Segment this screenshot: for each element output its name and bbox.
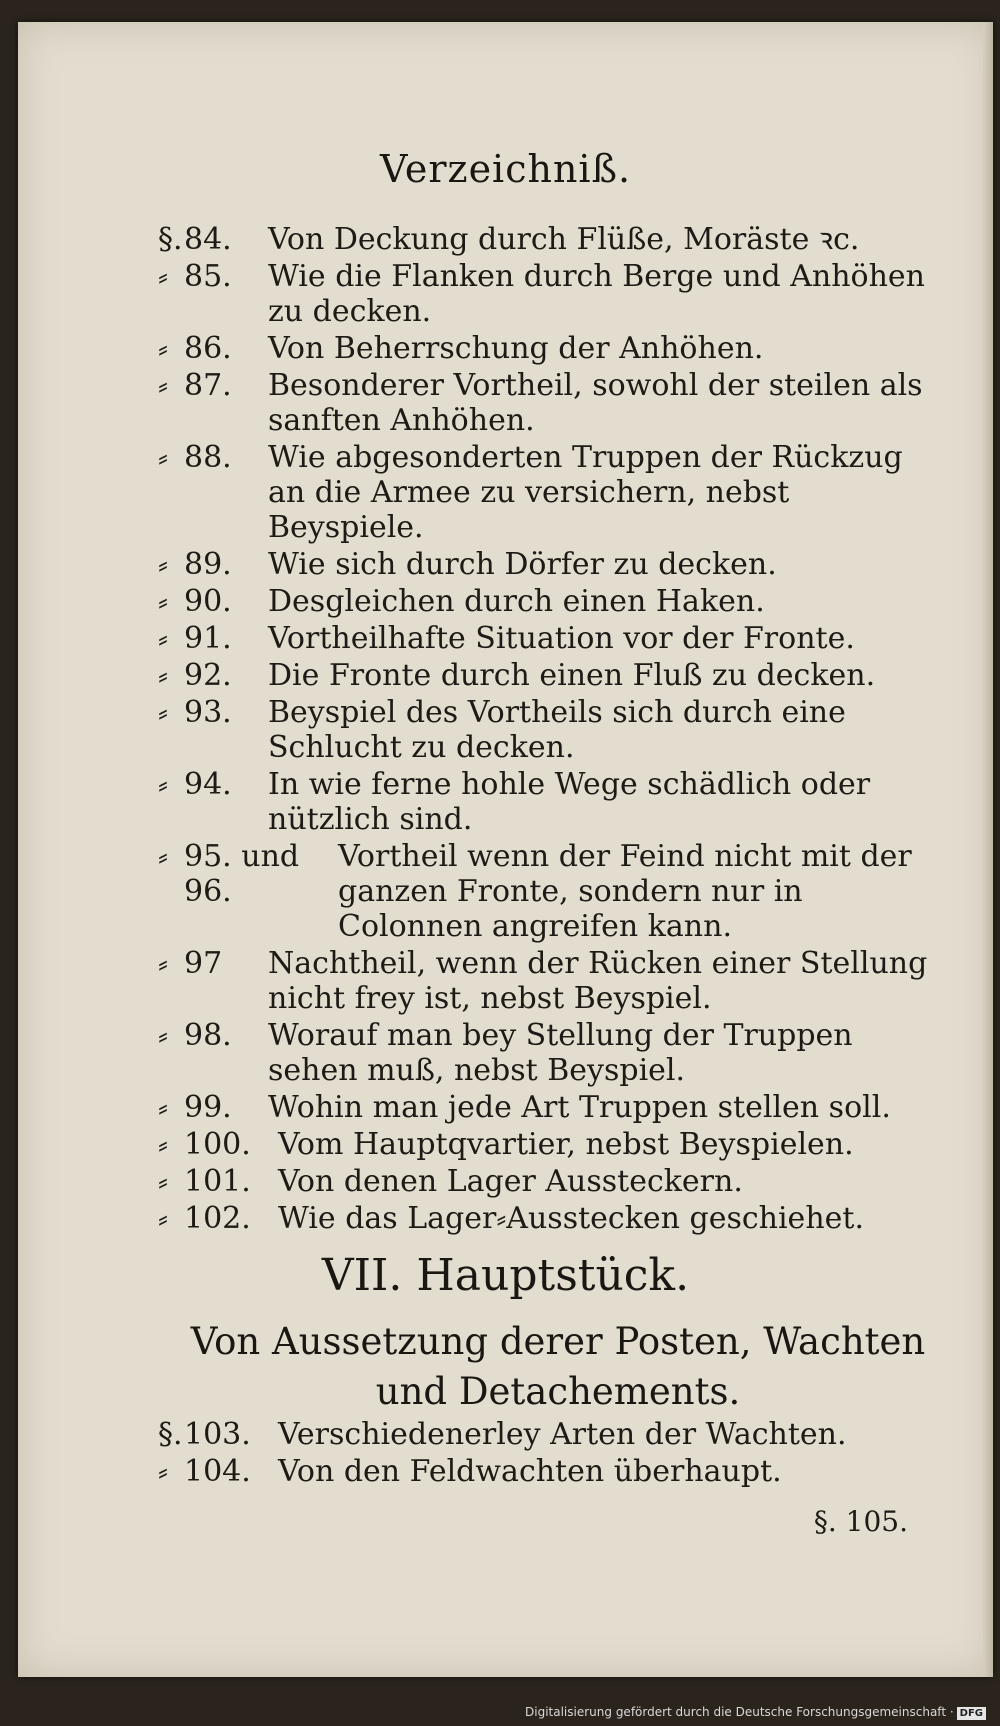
section-title: In wie ferne hohle Wege schädlich oder nützlich sind. xyxy=(268,767,871,837)
section-number: 84. xyxy=(184,222,232,257)
section-number: 86. xyxy=(184,331,232,366)
toc-list xyxy=(158,222,938,1238)
section-mark: ⸗ xyxy=(158,1201,168,1236)
section-number: 94. xyxy=(184,767,232,802)
section-number: 91. xyxy=(184,621,232,656)
section-mark: ⸗ xyxy=(158,547,168,582)
section-number: 95. und 96. xyxy=(184,839,300,909)
section-mark: ⸗ xyxy=(158,1164,168,1199)
toc-entry xyxy=(158,440,938,545)
toc-entry xyxy=(158,259,938,329)
page xyxy=(18,22,993,1677)
section-mark: ⸗ xyxy=(158,584,168,619)
section-number: 85. xyxy=(184,259,232,294)
section-mark: ⸗ xyxy=(158,767,168,802)
section-mark: ⸗ xyxy=(158,368,168,403)
section-title: Vom Hauptqvartier, nebst Beyspielen. xyxy=(278,1127,854,1162)
section-mark: ⸗ xyxy=(158,1127,168,1162)
section-mark: §. xyxy=(158,222,183,257)
toc-entry xyxy=(158,839,938,944)
digitization-credit xyxy=(525,1705,986,1720)
section-mark: §. xyxy=(158,1417,183,1452)
section-mark: ⸗ xyxy=(158,331,168,366)
section-number: 100. xyxy=(184,1127,251,1162)
section-mark: ⸗ xyxy=(158,658,168,693)
toc-entry xyxy=(158,1018,938,1088)
toc-entry xyxy=(158,368,938,438)
section-title: Verschiedenerley Arten der Wachten. xyxy=(278,1417,847,1452)
section-title: Beyspiel des Vortheils sich durch eine Schlucht zu decken. xyxy=(268,695,846,765)
section-number: 104. xyxy=(184,1454,251,1489)
section-title: Worauf man bey Stellung der Truppen sehen muß, nebst Beyspiel. xyxy=(268,1018,853,1088)
section-title: Vortheilhafte Situation vor der Fronte. xyxy=(268,621,855,656)
section-mark: ⸗ xyxy=(158,621,168,656)
section-mark: ⸗ xyxy=(158,1090,168,1125)
section-number: 93. xyxy=(184,695,232,730)
section-title: Von denen Lager Aussteckern. xyxy=(278,1164,743,1199)
toc-entry xyxy=(158,946,938,1016)
toc-entry xyxy=(158,658,938,693)
section-mark: ⸗ xyxy=(158,839,168,874)
section-number: 98. xyxy=(184,1018,232,1053)
toc-entry xyxy=(158,331,938,366)
section-title: Wie die Flanken durch Berge und Anhöhen zu decken. xyxy=(268,259,925,329)
section-number: 92. xyxy=(184,658,232,693)
page-edge xyxy=(983,22,993,1677)
toc-entry xyxy=(158,1090,938,1125)
credit-text: Digitalisierung gefördert durch die Deutsche Forschungsgemeinschaft · xyxy=(525,1705,954,1719)
section-mark: ⸗ xyxy=(158,695,168,730)
section-title: Desgleichen durch einen Haken. xyxy=(268,584,765,619)
section-title: Die Fronte durch einen Fluß zu decken. xyxy=(268,658,876,693)
section-number: 89. xyxy=(184,547,232,582)
section-title: Von den Feldwachten überhaupt. xyxy=(278,1454,782,1489)
section-title: Von Deckung durch Flüße, Moräste ꝛc. xyxy=(268,222,860,257)
toc-entry xyxy=(158,1454,938,1489)
section-number: 90. xyxy=(184,584,232,619)
section-title: Vortheil wenn der Feind nicht mit der ganzen Fronte, sondern nur in Colonnen angreifen kann. xyxy=(338,839,912,944)
section-number: 88. xyxy=(184,440,232,475)
toc-entry xyxy=(158,695,938,765)
toc-entry xyxy=(158,584,938,619)
dfg-logo: DFG xyxy=(957,1707,986,1720)
toc-entry xyxy=(158,621,938,656)
section-number: 87. xyxy=(184,368,232,403)
catchword: §. 105. xyxy=(813,1505,908,1538)
section-number: 99. xyxy=(184,1090,232,1125)
section-number: 102. xyxy=(184,1201,251,1236)
toc-entry xyxy=(158,222,938,257)
section-title: Nachtheil, wenn der Rücken einer Stellung nicht frey ist, nebst Beyspiel. xyxy=(268,946,928,1016)
section-mark: ⸗ xyxy=(158,946,168,981)
section-mark: ⸗ xyxy=(158,440,168,475)
section-title: Wie das Lager⸗Ausstecken geschiehet. xyxy=(278,1201,864,1236)
chapter-title: VII. Hauptstück. xyxy=(321,1250,690,1301)
section-mark: ⸗ xyxy=(158,259,168,294)
toc-list-chapter-7 xyxy=(158,1417,938,1491)
toc-entry xyxy=(158,1417,938,1452)
section-number: 97 xyxy=(184,946,223,981)
section-title: Von Beherrschung der Anhöhen. xyxy=(268,331,764,366)
section-title: Wie sich durch Dörfer zu decken. xyxy=(268,547,777,582)
toc-entry xyxy=(158,547,938,582)
toc-entry xyxy=(158,1201,938,1236)
toc-entry xyxy=(158,1127,938,1162)
section-title: Besonderer Vortheil, sowohl der steilen als sanften Anhöhen. xyxy=(268,368,923,438)
section-mark: ⸗ xyxy=(158,1454,168,1489)
toc-entry xyxy=(158,1164,938,1199)
section-number: 101. xyxy=(184,1164,251,1199)
toc-entry xyxy=(158,767,938,837)
section-title: Wohin man jede Art Truppen stellen soll. xyxy=(268,1090,891,1125)
section-mark: ⸗ xyxy=(158,1018,168,1053)
section-title: Wie abgesonderten Truppen der Rückzug an die Armee zu versichern, nebst Beyspiele. xyxy=(268,440,903,545)
chapter-subtitle: Von Aussetzung derer Posten, Wachten und Detachements. xyxy=(190,1320,926,1413)
section-number: 103. xyxy=(184,1417,251,1452)
page-header: Verzeichniß. xyxy=(379,147,632,191)
